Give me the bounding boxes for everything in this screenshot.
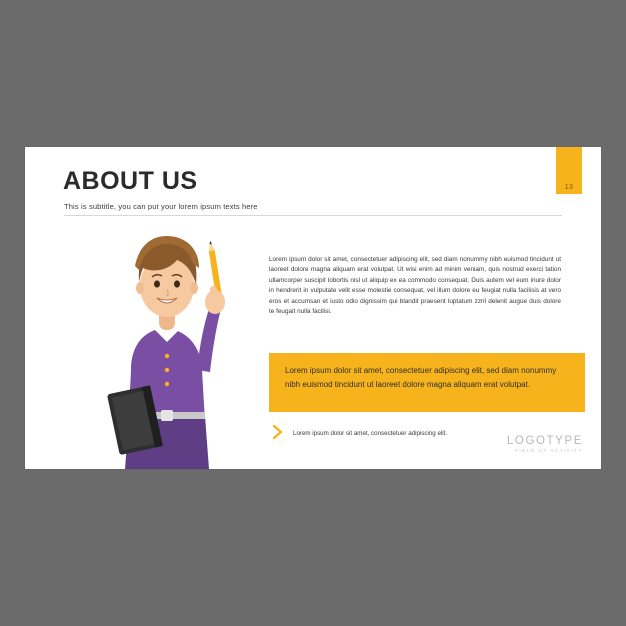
title-divider (64, 215, 562, 216)
highlight-callout-text: Lorem ipsum dolor sit amet, consectetuer adipiscing elit, sed diam nonummy nibh euismod tincidunt ut laoreet dolore magna aliquam erat volutpat. (285, 366, 557, 389)
page-title: ABOUT US (63, 167, 198, 195)
logotype-name: LOGOTYPE (506, 435, 583, 447)
logotype (507, 435, 583, 453)
body-paragraph: Lorem ipsum dolor sit amet, consectetuer adipiscing elit, sed diam nonummy nibh euismod tincidunt ut laoreet dolore magna aliquam erat volutpat. Ut wisi enim ad minim veniam, quis nostrud exerci tation ullamcorper suscipit lobortis nisl ut aliquip ex ea commodo consequat. Duis autem vel eum iriure dolor in hendrerit in vulputate velit esse molestie consequat, vel illum dolore eu feugiat nulla facilisis at vero eros et accumsan et iusto odio dignissim qui blandit praesent luptatum zzril delenit augue duis dolore te feugait nulla facilisi. (269, 256, 561, 315)
page-number-label: 13 (564, 184, 574, 191)
presentation-slide (25, 147, 601, 469)
highlight-callout (269, 353, 585, 412)
page-number-tab (556, 147, 582, 194)
businesswoman-pointing-up-illustration (69, 220, 265, 469)
logotype-tagline: FIELD OF ACTIVITY (515, 448, 583, 453)
chevron-right-icon (272, 425, 284, 439)
footer-note: Lorem ipsum dolor sit amet, consectetuer adipiscing elit. (293, 430, 448, 437)
page-subtitle: This is subtitle, you can put your lorem ipsum texts here (64, 202, 258, 211)
